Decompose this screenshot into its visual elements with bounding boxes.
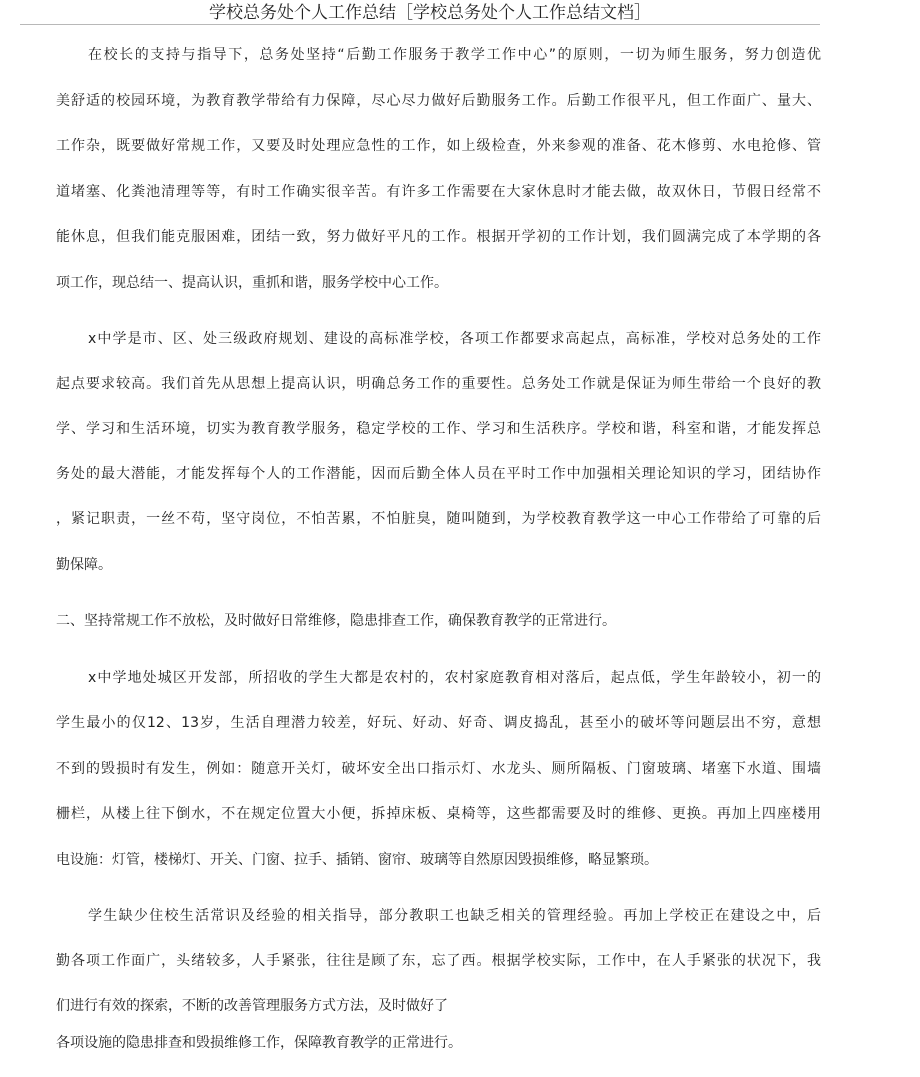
text-line: 学生最小的仅12、13岁，生活自理潜力较差，好玩、好动、好奇、调皮捣乱，甚至小的破坏等问题层出不穷，意想 [56, 715, 821, 731]
text-line: 勤保障。 [56, 557, 112, 573]
text-line: 工作杂，既要做好常规工作，又要及时处理应急性的工作，如上级检查，外来参观的准备、花木修剪、水电抢修、管 [56, 138, 821, 154]
text-line: 道堵塞、化粪池清理等等，有时工作确实很辛苦。有许多工作需要在大家休息时才能去做，故双休日，节假日经常不 [56, 184, 821, 200]
text-line: 学生缺少住校生活常识及经验的相关指导，部分教职工也缺乏相关的管理经验。再加上学校正在建设之中，后 [88, 908, 821, 924]
text-line: x中学地处城区开发部，所招收的学生大都是农村的，农村家庭教育相对落后，起点低，学生年龄较小，初一的 [88, 670, 821, 686]
text-line: 们进行有效的探索，不断的改善管理服务方式方法，及时做好了 [56, 998, 448, 1014]
text-line: 电设施：灯管，楼梯灯、开关、门窗、拉手、插销、窗帘、玻璃等自然原因毁损维修，略显繁琐。 [56, 852, 658, 868]
text-line: 美舒适的校园环境，为教育教学带给有力保障，尽心尽力做好后勤服务工作。后勤工作很平凡，但工作面广、量大、 [56, 93, 821, 109]
text-line: x中学是市、区、处三级政府规划、建设的高标准学校，各项工作都要求高起点，高标准，学校对总务处的工作 [88, 331, 821, 347]
text-line: 在校长的支持与指导下，总务处坚持“后勤工作服务于教学工作中心”的原则，一切为师生服务，努力创造优 [88, 47, 821, 63]
text-line: ，紧记职责，一丝不苟，坚守岗位，不怕苦累，不怕脏臭，随叫随到，为学校教育教学这一中心工作带给了可靠的后 [56, 511, 821, 527]
text-line: 项工作，现总结一、提高认识，重抓和谐，服务学校中心工作。 [56, 275, 448, 291]
text-line: 栅栏，从楼上往下倒水，不在规定位置大小便，拆掉床板、桌椅等，这些都需要及时的维修、更换。再加上四座楼用 [56, 806, 821, 822]
text-line: 务处的最大潜能，才能发挥每个人的工作潜能，因而后勤全体人员在平时工作中加强相关理论知识的学习，团结协作 [56, 466, 821, 482]
title-divider [20, 24, 820, 25]
text-line: 各项设施的隐患排查和毁损维修工作，保障教育教学的正常进行。 [56, 1035, 462, 1051]
document-title: 学校总务处个人工作总结［学校总务处个人工作总结文档］ [209, 3, 651, 23]
text-line: 学、学习和生活环境，切实为教育教学服务，稳定学校的工作、学习和生活秩序。学校和谐，科室和谐，才能发挥总 [56, 421, 821, 437]
text-line: 能休息，但我们能克服困难，团结一致，努力做好平凡的工作。根据开学初的工作计划，我们圆满完成了本学期的各 [56, 229, 821, 245]
text-line: 不到的毁损时有发生，例如：随意开关灯，破坏安全出口指示灯、水龙头、厕所隔板、门窗玻璃、堵塞下水道、围墙 [56, 761, 821, 777]
text-line: 二、坚持常规工作不放松，及时做好日常维修，隐患排查工作，确保教育教学的正常进行。 [56, 613, 616, 629]
text-line: 起点要求较高。我们首先从思想上提高认识，明确总务工作的重要性。总务处工作就是保证为师生带给一个良好的教 [56, 376, 821, 392]
text-line: 勤各项工作面广，头绪较多，人手紧张，往往是顾了东，忘了西。根据学校实际，工作中，在人手紧张的状况下，我 [56, 953, 821, 969]
